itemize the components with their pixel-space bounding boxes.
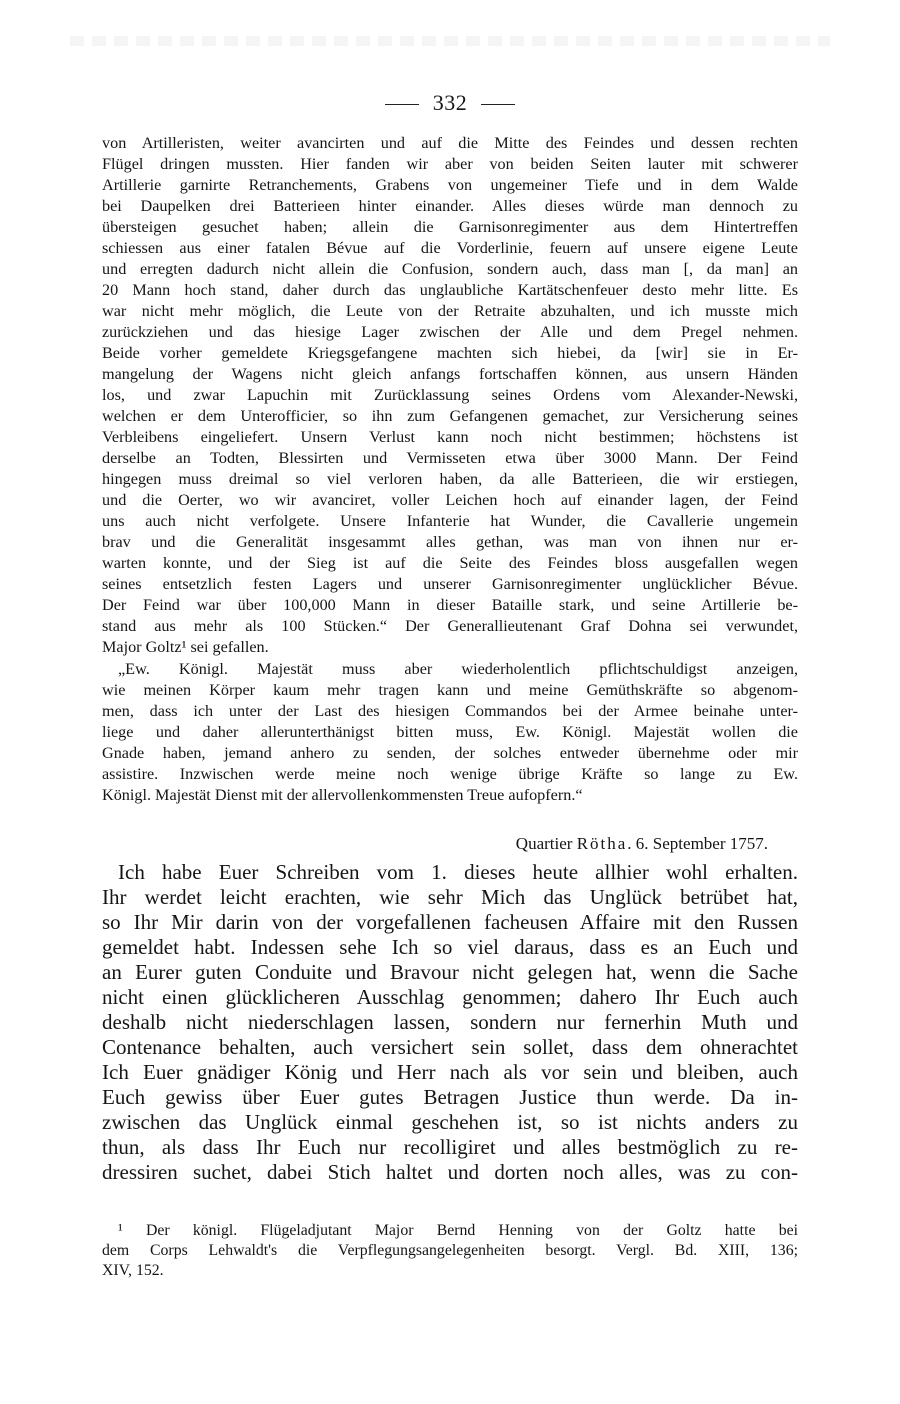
letter-line: Ich Euer gnädiger König und Herr nach als vor sein und bleiben, auch bbox=[102, 1060, 798, 1084]
letter-line: gemeldet habt. Indessen sehe Ich so viel daraus, dass es an Euch und bbox=[102, 935, 798, 959]
text-line: Verbleibens eingeliefert. Unsern Verlust kann noch nicht bestimmen; höchstens ist bbox=[102, 428, 798, 446]
footnote-line: XIV, 152. bbox=[102, 1262, 164, 1279]
text-line: zurückziehen und das hiesige Lager zwischen der Alle und dem Pregel nehmen. bbox=[102, 323, 798, 341]
text-line: los, und zwar Lapuchin mit Zurücklassung seines Ordens vom Alexander-Newski, bbox=[102, 386, 798, 404]
text-line: Beide vorher gemeldete Kriegsgefangene machten sich hiebei, da [wir] sie in Er- bbox=[102, 344, 798, 362]
page-number-left-rule bbox=[385, 104, 419, 105]
page-number-right-rule bbox=[481, 104, 515, 105]
text-line: war nicht mehr möglich, die Leute von der Retraite abzuhalten, und ich musste mich bbox=[102, 302, 798, 320]
text-line: uns auch nicht verfolgete. Unsere Infanterie hat Wunder, die Cavallerie ungemein bbox=[102, 512, 798, 530]
text-line: stand aus mehr als 100 Stücken.“ Der Generallieutenant Graf Dohna sei verwundet, bbox=[102, 617, 798, 635]
dateline-prefix: Quartier bbox=[515, 834, 577, 853]
page-number-text: 332 bbox=[432, 90, 468, 115]
letter-line: Ihr werdet leicht erachten, wie sehr Mich das Unglück betrübet hat, bbox=[102, 885, 798, 909]
quote-line: men, dass ich unter der Last des hiesigen Commandos bei der Armee beinahe unter- bbox=[102, 702, 798, 720]
quote-line: liege und daher allerunterthänigst bitten muss, Ew. Königl. Majestät wollen die bbox=[102, 723, 798, 741]
letter-line: so Ihr Mir darin von der vorgefallenen facheusen Affaire mit den Russen bbox=[102, 910, 798, 934]
footnote-line: ¹ Der königl. Flügeladjutant Major Bernd Henning von der Goltz hatte bei bbox=[118, 1222, 798, 1239]
letter-dateline bbox=[0, 834, 768, 854]
dateline-date: . 6. September 1757. bbox=[627, 834, 768, 853]
page-number bbox=[0, 90, 900, 116]
text-line: Artillerie garnirte Retranchements, Grabens von ungemeiner Tiefe und in dem Walde bbox=[102, 176, 798, 194]
text-line: brav und die Generalität insgesammt alles gethan, was man von ihnen nur er- bbox=[102, 533, 798, 551]
text-line: warten konnte, und der Sieg ist auf die Seite des Feindes bloss ausgefallen wegen bbox=[102, 554, 798, 572]
text-line: schiessen aus einer fatalen Bévue auf die Vorderlinie, feuern auf unsere eigene Leute bbox=[102, 239, 798, 257]
text-line: seines entsetzlich festen Lagers und unserer Garnisonregimenter unglücklicher Bévue. bbox=[102, 575, 798, 593]
text-line: Major Goltz¹ sei gefallen. bbox=[102, 638, 269, 656]
text-line: und die Oerter, wo wir avanciret, voller Leichen hoch auf einander lagen, der Feind bbox=[102, 491, 798, 509]
quote-line: wie meinen Körper kaum mehr tragen kann und meine Gemüthskräfte so abgenom- bbox=[102, 681, 798, 699]
letter-line: nicht einen glücklicheren Ausschlag genommen; dahero Ihr Euch auch bbox=[102, 985, 798, 1009]
letter-line: deshalb nicht niederschlagen lassen, sondern nur fernerhin Muth und bbox=[102, 1010, 798, 1034]
scan-bleed-through bbox=[70, 36, 830, 46]
text-line: mangelung der Wagens nicht gleich anfangs fortschaffen können, aus unsern Händen bbox=[102, 365, 798, 383]
quote-line: assistire. Inzwischen werde meine noch wenige übrige Kräfte so lange zu Ew. bbox=[102, 765, 798, 783]
letter-line: dressiren suchet, dabei Stich haltet und dorten noch alles, was zu con- bbox=[102, 1160, 798, 1184]
quote-line: Gnade haben, jemand anhero zu senden, der solches entweder übernehme oder mir bbox=[102, 744, 798, 762]
letter-line: Euch gewiss über Euer gutes Betragen Justice thun werde. Da in- bbox=[102, 1085, 798, 1109]
dateline-place: Rötha bbox=[576, 834, 628, 853]
text-line: welchen er dem Unterofficier, so ihn zum Gefangenen gemachet, zur Versicherung seines bbox=[102, 407, 798, 425]
letter-line: thun, als dass Ihr Euch nur recolligiret und alles bestmöglich zu re- bbox=[102, 1135, 798, 1159]
text-line: und erregten dadurch nicht allein die Confusion, sondern auch, dass man [, da man] an bbox=[102, 260, 798, 278]
text-line: Flügel dringen mussten. Hier fanden wir aber von beiden Seiten lauter mit schwerer bbox=[102, 155, 798, 173]
footnote-line: dem Corps Lehwaldt's die Verpflegungsangelegenheiten besorgt. Vergl. Bd. XIII, 136; bbox=[102, 1242, 798, 1259]
letter-line: an Eurer guten Conduite und Bravour nicht gelegen hat, wenn die Sache bbox=[102, 960, 798, 984]
text-line: 20 Mann hoch stand, daher durch das unglaubliche Kartätschenfeuer desto mehr litte. Es bbox=[102, 281, 798, 299]
quote-line: Königl. Majestät Dienst mit der allervollenkommensten Treue aufopfern.“ bbox=[102, 786, 583, 804]
letter-line: Ich habe Euer Schreiben vom 1. dieses heute allhier wohl erhalten. bbox=[118, 860, 798, 884]
text-line: bei Daupelken drei Batterieen hinter einander. Alles dieses würde man dennoch zu bbox=[102, 197, 798, 215]
text-line: Der Feind war über 100,000 Mann in dieser Bataille stark, und seine Artillerie be- bbox=[102, 596, 798, 614]
text-line: derselbe an Todten, Blessirten und Vermisseten etwa über 3000 Mann. Der Feind bbox=[102, 449, 798, 467]
quote-line: „Ew. Königl. Majestät muss aber wiederholentlich pflichtschuldigst anzeigen, bbox=[118, 660, 798, 678]
letter-line: Contenance behalten, auch versichert sein sollet, dass dem ohnerachtet bbox=[102, 1035, 798, 1059]
text-line: von Artilleristen, weiter avancirten und auf die Mitte des Feindes und dessen rechten bbox=[102, 134, 798, 152]
text-line: hingegen muss dreimal so viel verloren haben, da alle Batterieen, die wir erstiegen, bbox=[102, 470, 798, 488]
text-line: übersteigen gesuchet haben; allein die Garnisonregimenter aus dem Hintertreffen bbox=[102, 218, 798, 236]
letter-line: zwischen das Unglück einmal geschehen ist, so ist nichts anders zu bbox=[102, 1110, 798, 1134]
